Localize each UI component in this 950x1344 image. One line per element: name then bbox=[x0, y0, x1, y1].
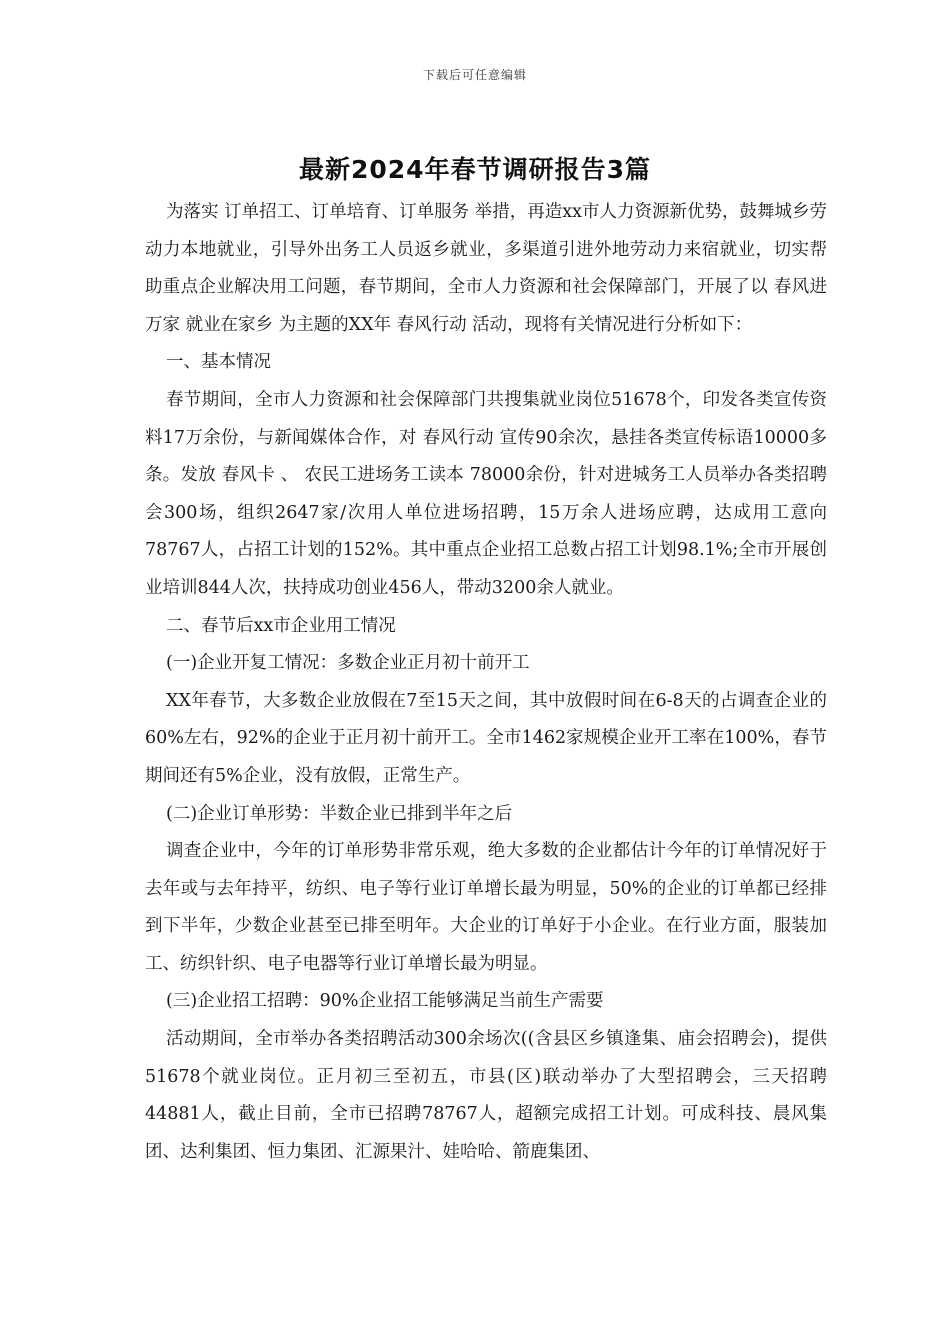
subheading-recruitment: (三)企业招工招聘：90%企业招工能够满足当前生产需要 bbox=[166, 991, 604, 1012]
subheading-orders: (二)企业订单形势：半数企业已排到半年之后 bbox=[166, 803, 513, 824]
intro-paragraph: 为落实 订单招工、订单培育、订单服务 举措，再造xx市人力资源新优势，鼓舞城乡劳动力本地就业，引导外出务工人员返乡就业，多渠道引进外地劳动力来宿就业，切实帮助重点企业解决用工问题，春节期间，全市人力资源和社会保障部门，开展了以 春风进万家 就业在家乡 为主题的XX年 春风行动 活动，现将有关情况进行分析如下： bbox=[145, 202, 827, 335]
orders-paragraph: 调查企业中，今年的订单形势非常乐观，绝大多数的企业都估计今年的订单情况好于去年或与去年持平，纺织、电子等行业订单增长最为明显，50%的企业的订单都已经排到下半年，少数企业甚至已排至明年。大企业的订单好于小企业。在行业方面，服装加工、纺织针织、电子电器等行业订单增长最为明显。 bbox=[145, 841, 827, 974]
resumption-paragraph: XX年春节，大多数企业放假在7至15天之间，其中放假时间在6-8天的占调查企业的60%左右，92%的企业于正月初十前开工。全市1462家规模企业开工率在100%，春节期间还有5%企业，没有放假，正常生产。 bbox=[145, 690, 827, 786]
page-header-note: 下载后可任意编辑 bbox=[422, 68, 527, 82]
document-title: 最新2024年春节调研报告3篇 bbox=[299, 155, 651, 184]
subheading-resumption: (一)企业开复工情况：多数企业正月初十前开工 bbox=[166, 653, 530, 674]
section-heading-basic-situation: 一、基本情况 bbox=[166, 352, 271, 373]
section-heading-enterprise-employment: 二、春节后xx市企业用工情况 bbox=[166, 615, 396, 636]
recruitment-paragraph: 活动期间，全市举办各类招聘活动300余场次((含县区乡镇逢集、庙会招聘会)，提供51678个就业岗位。正月初三至初五，市县(区)联动举办了大型招聘会，三天招聘44881人，截止目前，全市已招聘78767人，超额完成招工计划。可成科技、晨风集团、达利集团、恒力集团、汇源果汁、娃哈哈、箭鹿集团、 bbox=[145, 1029, 827, 1162]
basic-situation-paragraph: 春节期间，全市人力资源和社会保障部门共搜集就业岗位51678个，印发各类宣传资料17万余份，与新闻媒体合作，对 春风行动 宣传90余次，悬挂各类宣传标语10000多条。发放 春风卡 、 农民工进场务工读本 78000余份，针对进城务工人员举办各类招聘会300场，组织2647家/次用人单位进场招聘，15万余人进场应聘，达成用工意向78767人，占招工计划的152%。其中重点企业招工总数占招工计划98.1%;全市开展创业培训844人次，扶持成功创业456人，带动3200余人就业。 bbox=[145, 389, 827, 598]
document-body bbox=[145, 194, 827, 1171]
